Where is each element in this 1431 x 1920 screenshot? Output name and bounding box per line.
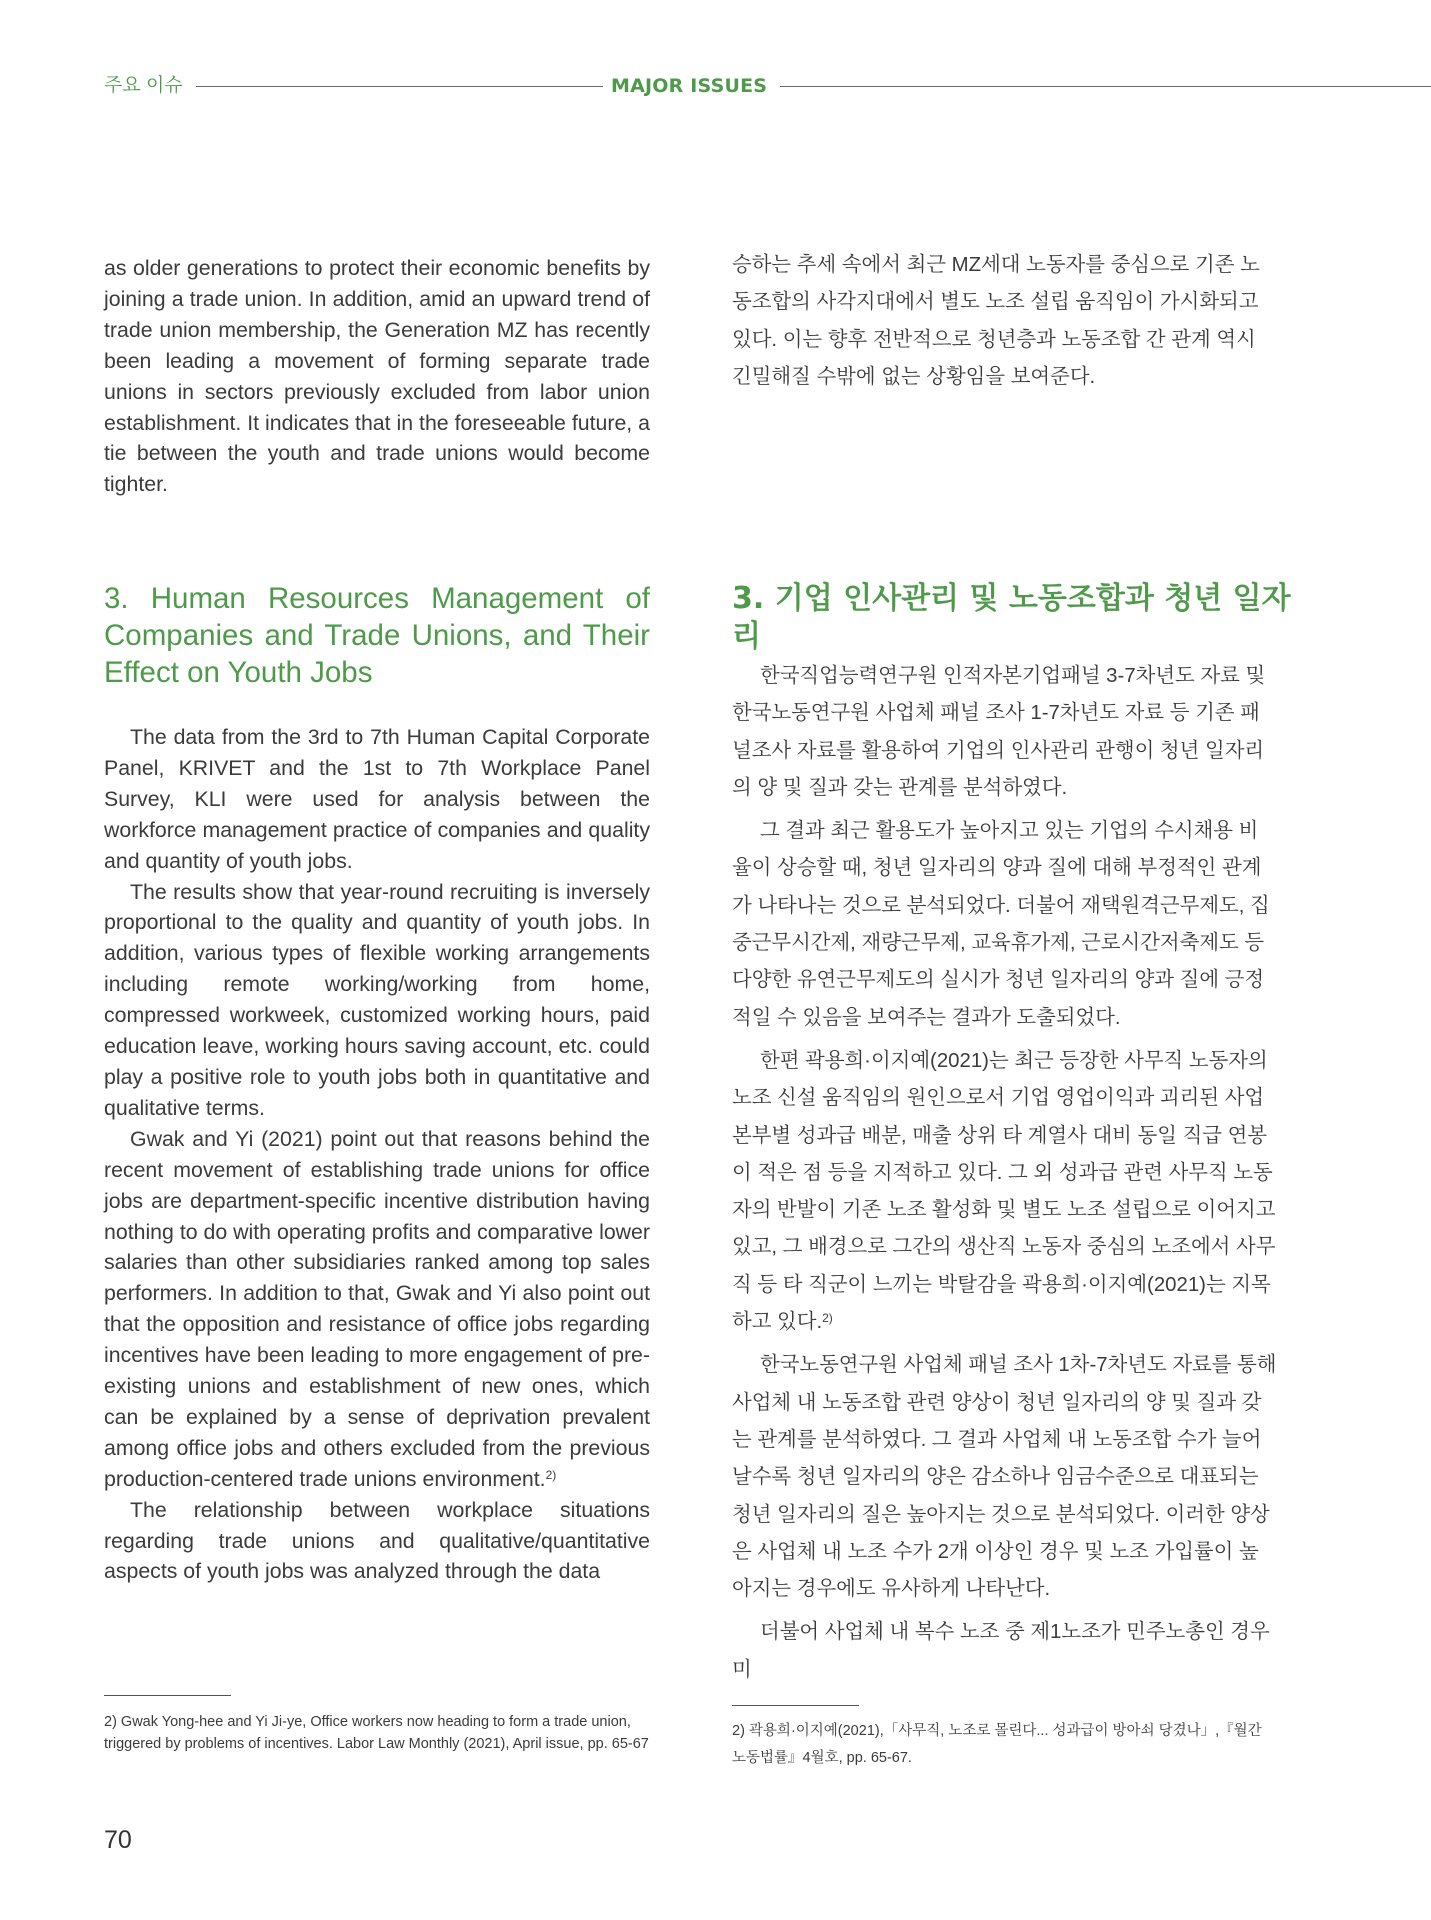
left-footnote: 2) Gwak Yong-hee and Yi Ji-ye, Office workers now heading to form a trade union, triggered by problems of incentives. Labor Law Monthly (2021), April issue, pp. 65-67 (104, 1714, 649, 1752)
right-paragraph-4: 한국노동연구원 사업체 패널 조사 1차-7차년도 자료를 통해 사업체 내 노동조합 관련 양상이 청년 일자리의 양 및 질과 갖는 관계를 분석하였다. 그 결과 사업체 내 노동조합 수가 늘어날수록 청년 일자리의 양은 감소하나 임금수준으로 대표되는 청년 일자리의 질은 높아지는 것으로 분석되었다. 이러한 양상은 사업체 내 노조 수가 2개 이상인 경우 및 노조 가입률이 높아지는 경우에도 유사하게 나타난다. (732, 1354, 1277, 1601)
left-paragraph-3: Gwak and Yi (2021) point out that reasons behind the recent movement of establishing trade unions for office jobs are department-specific incentive distribution having nothing to do with operating profits and comparative lower salaries than other subsidiaries ranked among top sales performers. In addition to that, Gwak and Yi also point out that the opposition and resistance of office jobs regarding incentives have been leading to more engagement of pre-existing unions and establishment of new ones, which can be explained by a sense of deprivation prevalent among office jobs and others excluded from the previous production-centered trade unions environment.$^{2)}$ (104, 1126, 650, 1491)
left-body (104, 722, 650, 1587)
header-rule-left (196, 86, 603, 87)
right-footnote-rule (732, 1705, 859, 1706)
left-paragraph-1: The data from the 3rd to 7th Human Capital Corporate Panel, KRIVET and the 1st to 7th Workplace Panel Survey, KLI were used for analysis between the workforce management practice of companies and quality and quantity of youth jobs. (104, 725, 650, 873)
running-header (0, 74, 1431, 98)
right-paragraph-5: 더불어 사업체 내 복수 노조 중 제1노조가 민주노총인 경우 미 (732, 1621, 1270, 1681)
right-paragraph-3: 한편 곽용희·이지예(2021)는 최근 등장한 사무직 노동자의 노조 신설 움직임의 원인으로서 기업 영업이익과 괴리된 사업본부별 성과급 배분, 매출 상위 타 계열사 대비 동일 직급 연봉이 적은 점 등을 지적하고 있다. 그 외 성과급 관련 사무직 노동자의 반발이 기존 노조 활성화 및 별도 노조 설립으로 이어지고 있고, 그 배경으로 그간의 생산직 노동자 중심의 노조에서 사무직 등 타 직군이 느끼는 박탈감을 곽용희·이지예(2021)는 지목하고 있다.$^{2)}$ (732, 1049, 1276, 1334)
left-paragraph-2: The results show that year-round recruiting is inversely proportional to the quality and quantity of youth jobs. In addition, various types of flexible working arrangements including remote working/working from home, compressed workweek, customized working hours, paid education leave, working hours saving account, etc. could play a positive role to youth jobs both in quantitative and qualitative terms. (104, 879, 650, 1120)
left-intro-paragraph: as older generations to protect their economic benefits by joining a trade union. In addition, amid an upward trend of trade union membership, the Generation MZ has recently been leading a movement of forming separate trade unions in sectors previously excluded from labor union establishment. It indicates that in the foreseeable future, a tie between the youth and trade unions would become tighter. (104, 256, 650, 497)
left-section-heading: 3. Human Resources Management of Companies and Trade Unions, and Their Effect on Youth Jobs (104, 582, 650, 689)
right-paragraph-2: 그 결과 최근 활용도가 높아지고 있는 기업의 수시채용 비율이 상승할 때, 청년 일자리의 양과 질에 대해 부정적인 관계가 나타나는 것으로 분석되었다. 더불어 재택원격근무제도, 집중근무시간제, 재량근무제, 교육휴가제, 근로시간저축제도 등 다양한 유연근무제도의 실시가 청년 일자리의 양과 질에 긍정적일 수 있음을 보여주는 결과가 도출되었다. (732, 820, 1270, 1029)
section-label-korean: 주요 이슈 (104, 75, 183, 96)
page-number: 70 (104, 1826, 132, 1854)
right-section-heading: 3. 기업 인사관리 및 노동조합과 청년 일자리 (732, 581, 1291, 654)
right-body (732, 658, 1278, 1689)
right-paragraph-1: 한국직업능력연구원 인적자본기업패널 3-7차년도 자료 및 한국노동연구원 사업체 패널 조사 1-7차년도 자료 등 기존 패널조사 자료를 활용하여 기업의 인사관리 관행이 청년 일자리의 양 및 질과 갖는 관계를 분석하였다. (732, 665, 1266, 799)
footnote-ref: 2) (545, 1467, 557, 1482)
section-label-english: MAJOR ISSUES (611, 75, 768, 97)
right-intro-paragraph: 승하는 추세 속에서 최근 MZ세대 노동자를 중심으로 기존 노동조합의 사각지대에서 별도 노조 설립 움직임이 가시화되고 있다. 이는 향후 전반적으로 청년층과 노동조합 간 관계 역시 긴밀해질 수밖에 없는 상황임을 보여준다. (732, 254, 1260, 388)
left-footnote-rule (104, 1695, 231, 1696)
right-footnote: 2) 곽용희·이지예(2021),「사무직, 노조로 몰린다... 성과급이 방아쇠 당겼나」,『월간 노동법률』4월호, pp. 65-67. (732, 1723, 1262, 1766)
left-paragraph-4: The relationship between workplace situations regarding trade unions and qualitative/quantitative aspects of youth jobs was analyzed through the data (104, 1497, 650, 1584)
header-rule-right (780, 86, 1431, 87)
footnote-ref: 2) (822, 1311, 833, 1326)
